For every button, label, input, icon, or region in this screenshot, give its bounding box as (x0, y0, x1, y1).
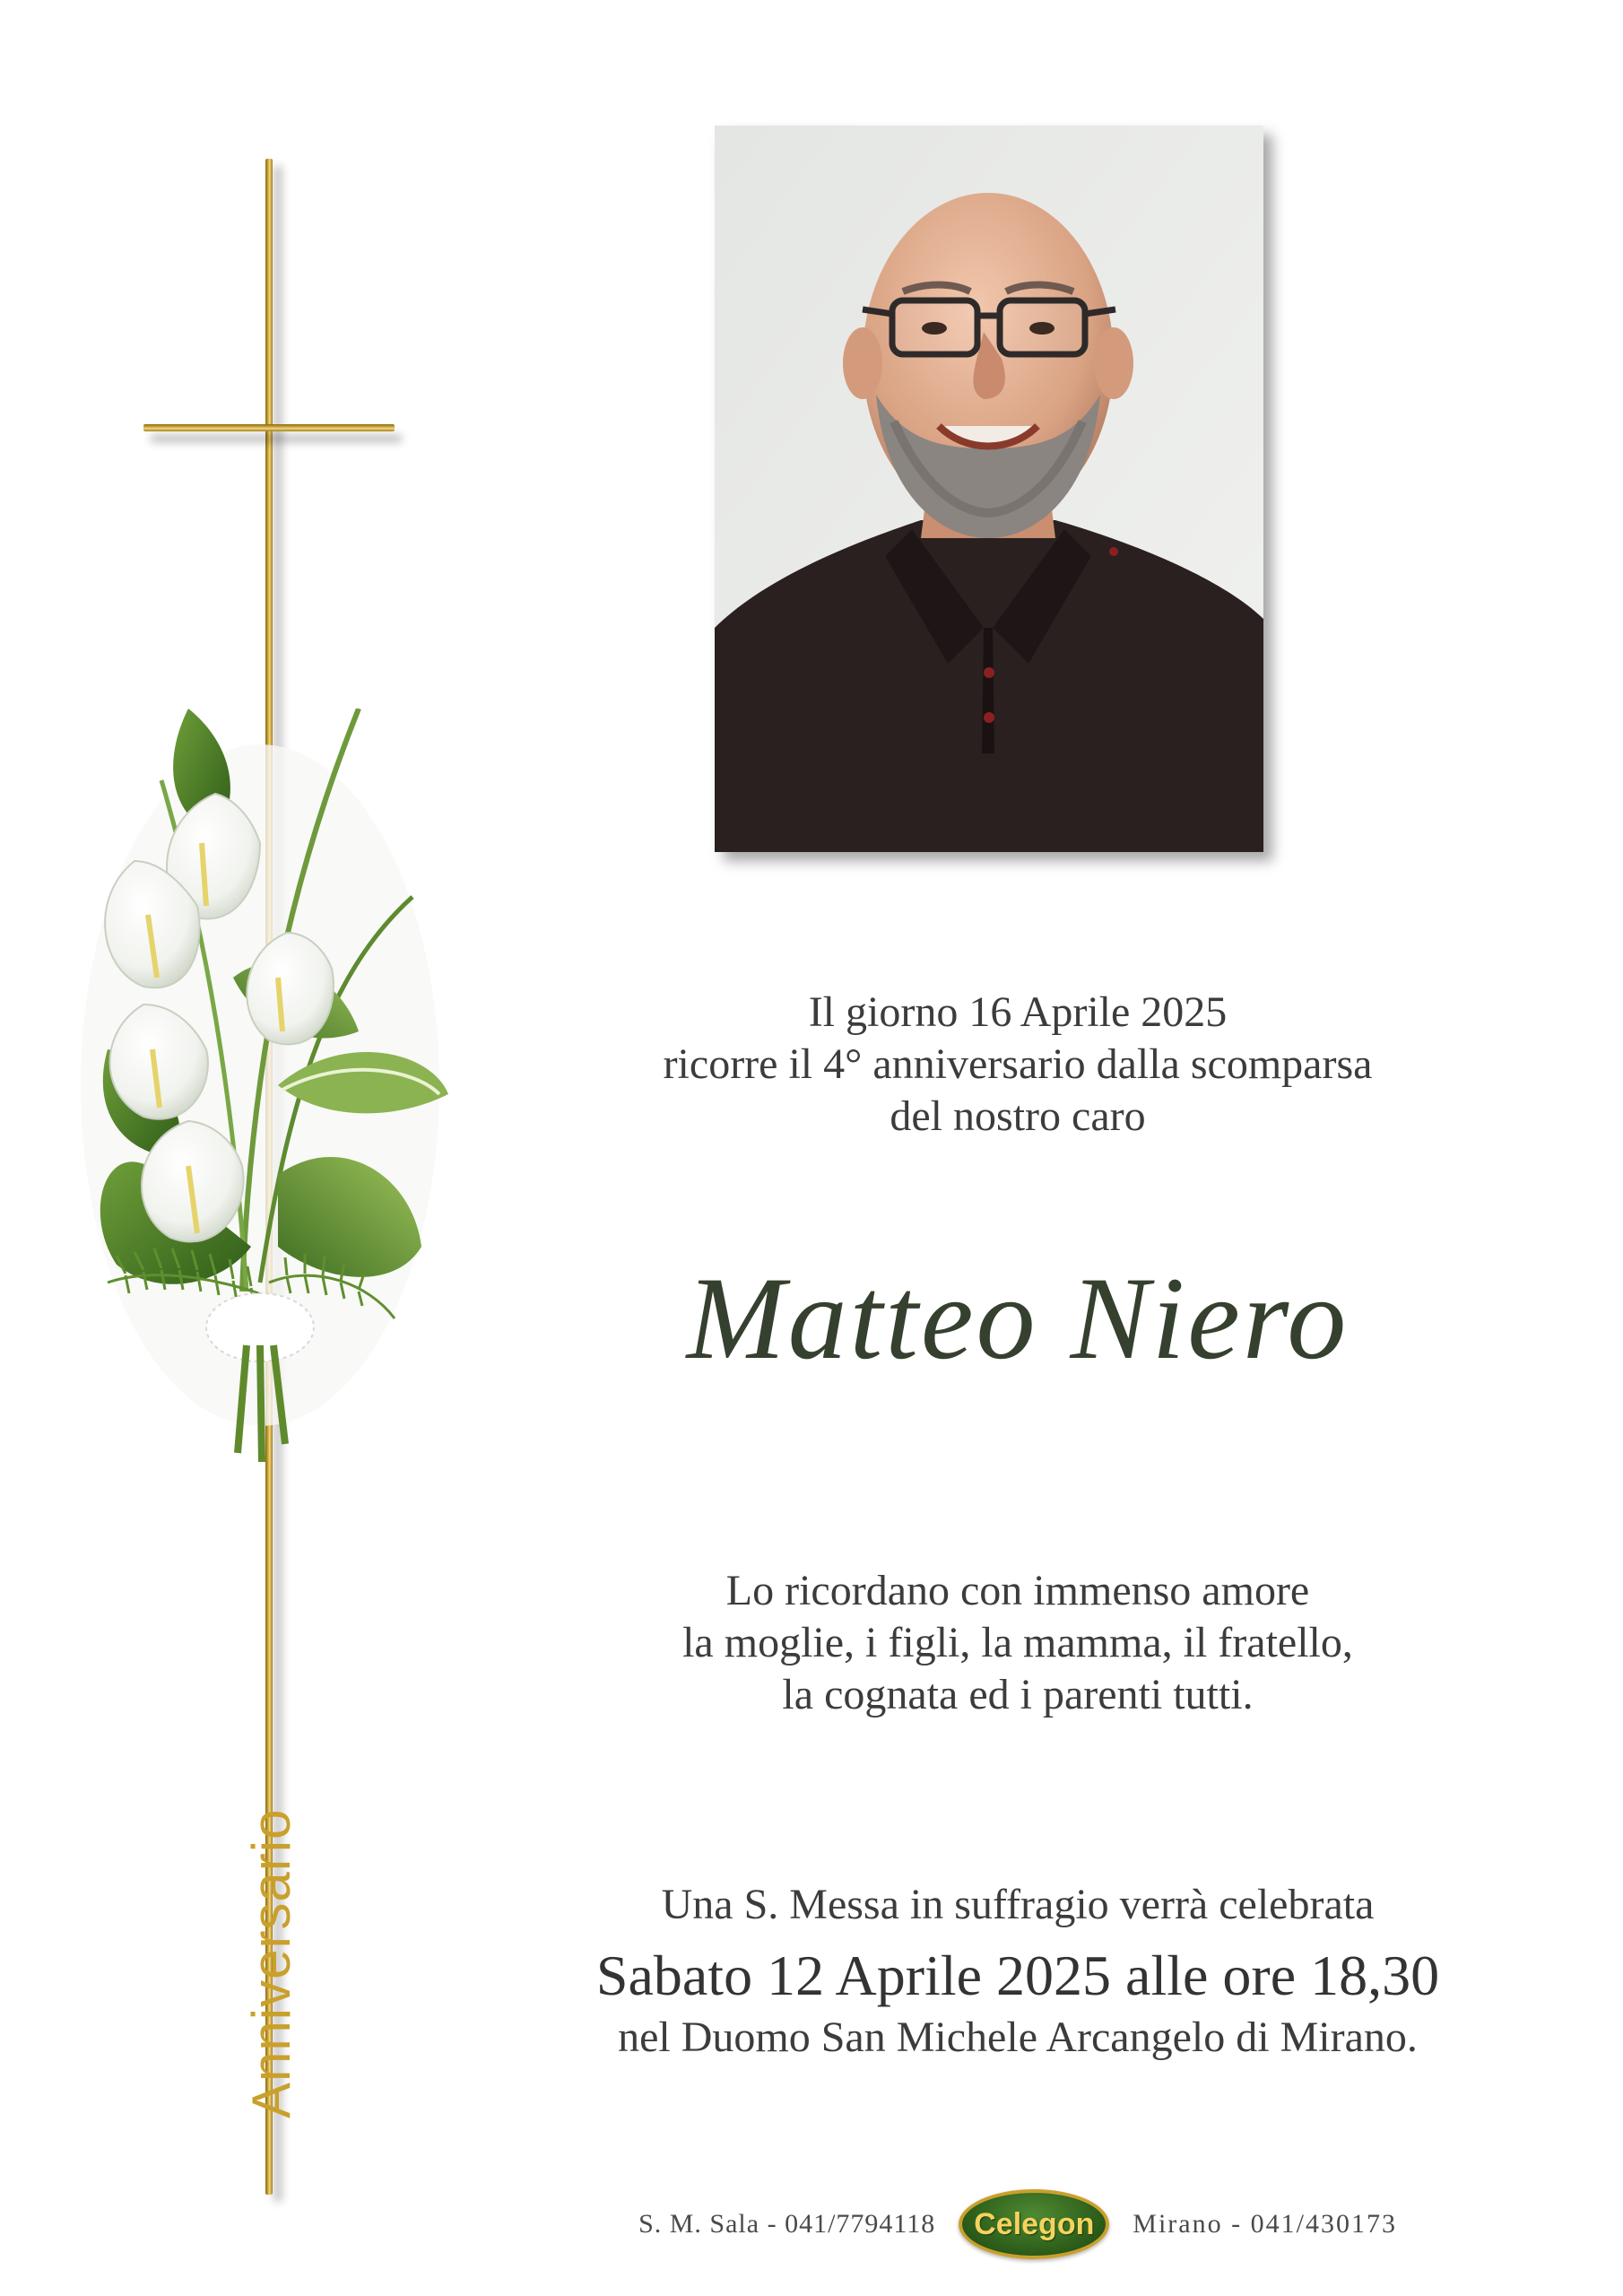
intro-text (502, 987, 1533, 1143)
celegon-logo-text: Celegon (974, 2206, 1095, 2241)
mass-location: nel Duomo San Michele Arcangelo di Mirano. (618, 2013, 1418, 2061)
anniversario-label: Anniversario (241, 1808, 301, 2118)
mass-date: Sabato 12 Aprile 2025 alle ore 18,30 (595, 1944, 1440, 2007)
footer-contact-mirano: Mirano - 041/430173 (1133, 2209, 1397, 2239)
intro-dear-line: del nostro caro (890, 1092, 1146, 1140)
mass-intro: Una S. Messa in suffragio verrà celebrata (661, 1881, 1375, 1928)
remembrance-text (502, 1565, 1533, 1721)
footer-contact-sala: S. M. Sala - 041/7794118 (638, 2209, 936, 2239)
remembrance-line-1: Lo ricordano con immenso amore (725, 1567, 1310, 1614)
deceased-name: Matteo Niero (686, 1252, 1350, 1384)
intro-anniversary-line: ricorre il 4° anniversario dalla scomparsa (663, 1040, 1373, 1088)
intro-date-line: Il giorno 16 Aprile 2025 (808, 988, 1228, 1036)
calla-lily-bouquet-icon (54, 709, 484, 1480)
cross-horizontal-bar (143, 424, 395, 431)
celegon-logo (959, 2189, 1109, 2259)
portrait-photo (715, 126, 1263, 852)
remembrance-line-2: la moglie, i figli, la mamma, il fratello, (682, 1619, 1353, 1666)
footer (502, 2188, 1533, 2260)
remembrance-line-3: la cognata ed i parenti tutti. (782, 1671, 1254, 1718)
